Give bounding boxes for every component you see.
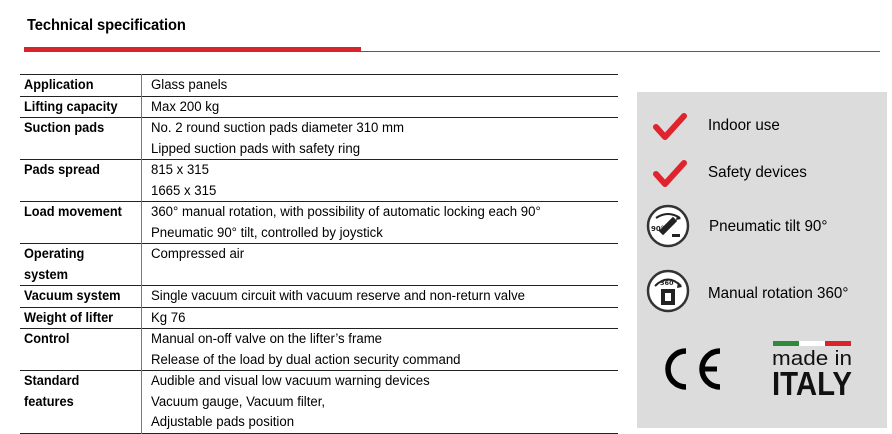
spec-value <box>142 202 619 244</box>
spec-key-text: Lifting capacity <box>24 98 118 115</box>
spec-key-text: Standard <box>24 373 80 389</box>
spec-value-text: Max 200 kg <box>151 98 220 115</box>
svg-text:90°: 90° <box>651 225 665 233</box>
spec-row <box>20 244 618 286</box>
spec-value-text: Audible and visual low vacuum warning devices <box>151 373 430 389</box>
spec-value-text: Compressed air <box>151 246 245 262</box>
spec-row <box>20 118 618 160</box>
spec-key-text: Load movement <box>24 204 122 220</box>
spec-value <box>142 75 619 97</box>
feature-label: Indoor use <box>708 117 780 134</box>
spec-key-text: Suction pads <box>24 120 105 136</box>
spec-row <box>20 75 618 97</box>
tilt-90-icon <box>646 204 690 248</box>
spec-value-text: No. 2 round suction pads diameter 310 mm <box>151 120 405 136</box>
spec-row <box>20 96 618 118</box>
spec-value-text: 1665 x 315 <box>151 182 217 199</box>
spec-value-text: 360° manual rotation, with possibility of automatic locking each 90° <box>151 204 541 220</box>
spec-value-text: 815 x 315 <box>151 162 209 178</box>
spec-value-text: Lipped suction pads with safety ring <box>151 140 361 157</box>
check-icon <box>653 159 687 189</box>
spec-key-text: Control <box>24 331 70 347</box>
spec-key <box>20 307 142 329</box>
feature-indoor-use <box>637 106 887 146</box>
spec-value <box>142 286 619 308</box>
rotation-360-icon <box>646 269 690 313</box>
made-in-italy-logo <box>768 337 858 407</box>
feature-manual-rotation <box>637 272 887 312</box>
spec-row <box>20 329 618 371</box>
feature-safety-devices <box>637 153 887 193</box>
spec-key-text: Weight of lifter <box>24 309 114 326</box>
spec-key-text: system <box>24 266 69 283</box>
spec-value <box>142 329 619 371</box>
spec-value <box>142 244 619 286</box>
spec-key <box>20 160 142 202</box>
spec-value <box>142 371 619 434</box>
spec-row <box>20 371 618 434</box>
spec-row <box>20 307 618 329</box>
spec-value-text: Manual on-off valve on the lifter’s frame <box>151 331 383 347</box>
spec-table <box>20 74 618 434</box>
spec-key-text: Vacuum system <box>24 288 121 304</box>
spec-value <box>142 118 619 160</box>
spec-value-text: Pneumatic 90° tilt, controlled by joystick <box>151 224 383 241</box>
svg-text:ITALY: ITALY <box>772 365 852 402</box>
feature-label: Pneumatic tilt 90° <box>709 218 828 235</box>
feature-pneumatic-tilt <box>637 206 887 246</box>
spec-value <box>142 160 619 202</box>
spec-value-text: Single vacuum circuit with vacuum reserve and non-return valve <box>151 288 526 304</box>
spec-value-text: Vacuum gauge, Vacuum filter, <box>151 393 326 410</box>
svg-text:360°: 360° <box>660 279 677 287</box>
ce-mark-logo <box>659 344 725 394</box>
spec-key-text: Operating <box>24 246 85 262</box>
spec-key <box>20 244 142 286</box>
spec-key <box>20 286 142 308</box>
title-underline-accent <box>24 47 361 52</box>
spec-key <box>20 118 142 160</box>
spec-key <box>20 202 142 244</box>
feature-label: Safety devices <box>708 164 807 181</box>
spec-value <box>142 96 619 118</box>
feature-label: Manual rotation 360° <box>708 285 849 302</box>
spec-key <box>20 329 142 371</box>
spec-row <box>20 202 618 244</box>
spec-key-text: features <box>24 393 74 410</box>
spec-value-text: Kg 76 <box>151 309 186 326</box>
feature-panel <box>637 92 887 428</box>
page-title: Technical specification <box>27 17 186 34</box>
check-icon <box>653 112 687 142</box>
svg-text:made in: made in <box>772 348 852 370</box>
spec-value-text: Release of the load by dual action security command <box>151 351 461 368</box>
spec-key <box>20 75 142 97</box>
spec-row <box>20 160 618 202</box>
spec-key <box>20 371 142 434</box>
spec-row <box>20 286 618 308</box>
spec-value-text: Glass panels <box>151 77 228 93</box>
spec-value-text: Adjustable pads position <box>151 414 295 430</box>
spec-key-text: Application <box>24 77 94 93</box>
spec-value <box>142 307 619 329</box>
spec-key <box>20 96 142 118</box>
spec-key-text: Pads spread <box>24 162 100 178</box>
